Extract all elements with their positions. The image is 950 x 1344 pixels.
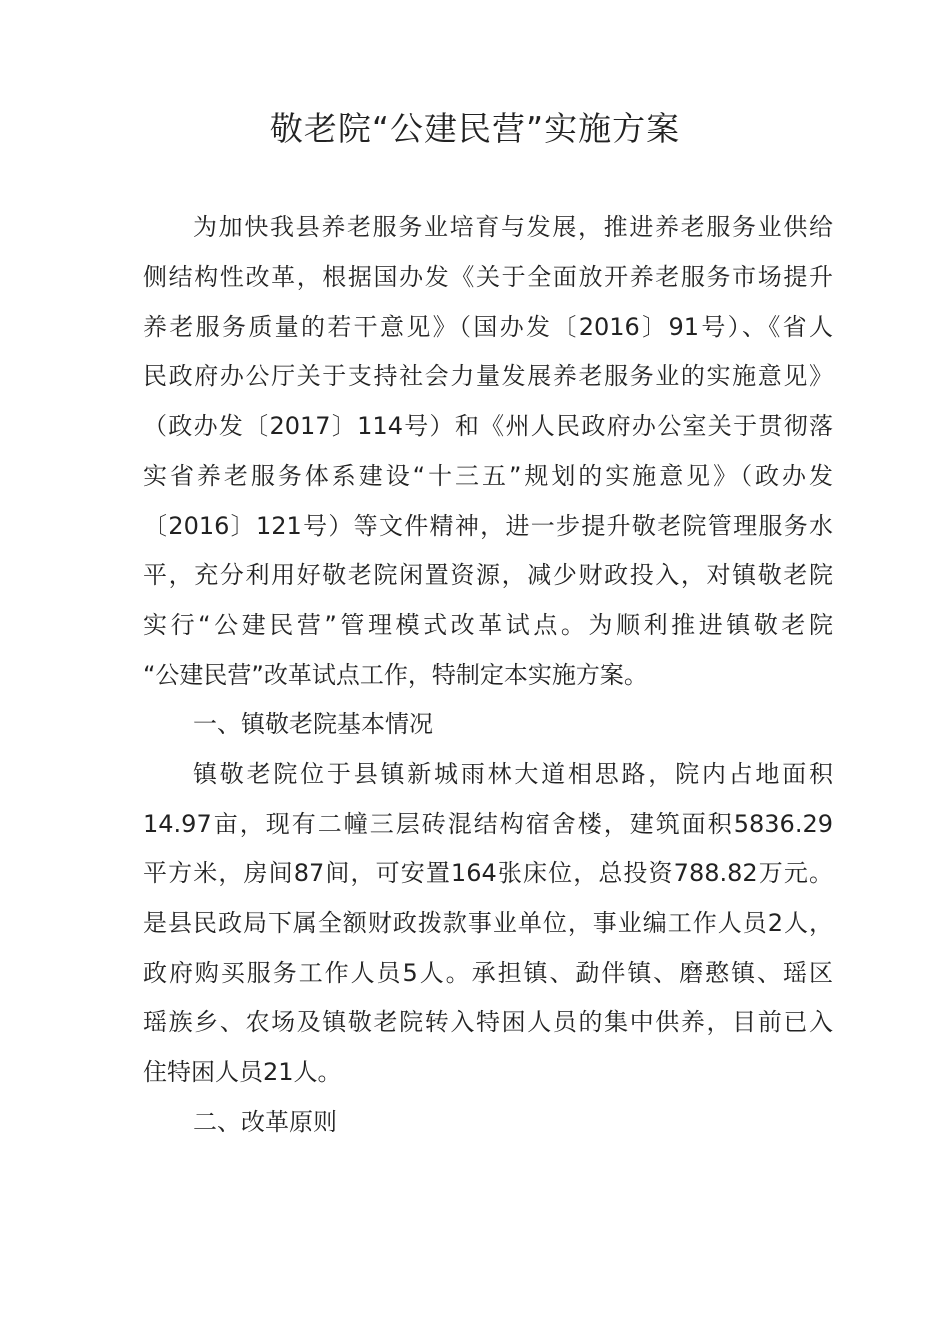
section1-line: 平方米，房间87间，可安置164张床位，总投资788.82万元。 — [143, 859, 833, 887]
intro-line: 实行“公建民营”管理模式改革试点。为顺利推进镇敬老院 — [143, 611, 833, 639]
intro-line: 实省养老服务体系建设“十三五”规划的实施意见》（政办发 — [143, 462, 833, 490]
document-title: 敬老院“公建民营”实施方案 — [269, 109, 681, 148]
section1-line: 瑶族乡、农场及镇敬老院转入特困人员的集中供养，目前已入 — [143, 1008, 833, 1036]
section1-line: 镇敬老院位于县镇新城雨林大道相思路，院内占地面积 — [193, 760, 833, 788]
section-heading: 二、改革原则 — [193, 1108, 337, 1136]
section1-line: 14.97亩，现有二幢三层砖混结构宿舍楼，建筑面积5836.29 — [143, 810, 833, 838]
intro-line: 民政府办公厅关于支持社会力量发展养老服务业的实施意见》 — [143, 362, 833, 390]
intro-line: 养老服务质量的若干意见》（国办发〔2016〕91号）、《省人 — [143, 313, 833, 341]
intro-line: 为加快我县养老服务业培育与发展，推进养老服务业供给 — [193, 213, 833, 241]
intro-line: 〔2016〕121号）等文件精神，进一步提升敬老院管理服务水 — [143, 512, 833, 540]
intro-line: 平，充分利用好敬老院闲置资源，减少财政投入，对镇敬老院 — [143, 561, 833, 589]
intro-line: 侧结构性改革，根据国办发《关于全面放开养老服务市场提升 — [143, 263, 833, 291]
section1-line: 是县民政局下属全额财政拨款事业单位，事业编工作人员2人， — [143, 909, 833, 937]
section1-line: 政府购买服务工作人员5人。承担镇、勐伴镇、磨憨镇、瑶区 — [143, 959, 833, 987]
intro-line: （政办发〔2017〕114号）和《州人民政府办公室关于贯彻落 — [143, 412, 833, 440]
intro-line: “公建民营”改革试点工作，特制定本实施方案。 — [143, 661, 648, 689]
section1-line: 住特困人员21人。 — [143, 1058, 342, 1086]
section-heading: 一、镇敬老院基本情况 — [193, 710, 433, 738]
